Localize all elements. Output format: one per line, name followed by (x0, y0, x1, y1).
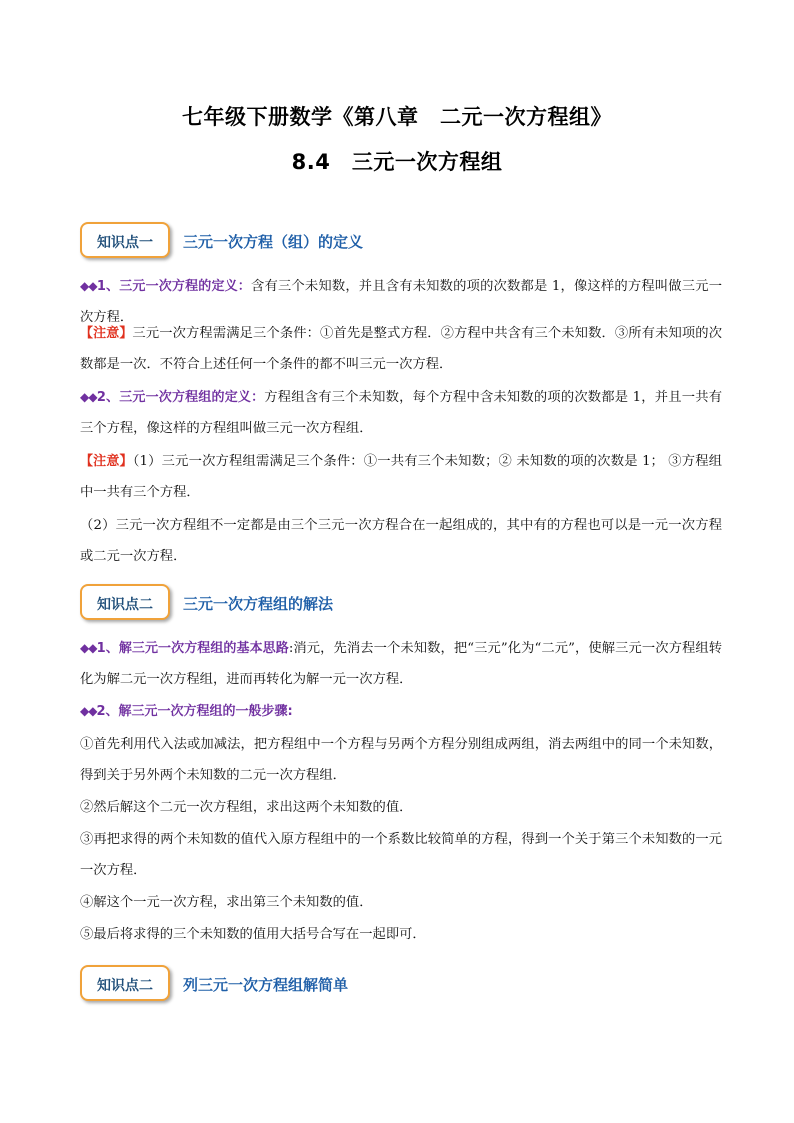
method-paragraph-1 (80, 633, 722, 695)
note-paragraph-3 (80, 510, 722, 572)
page-subtitle: 8.4 三元一次方程组 (291, 150, 503, 174)
term-label: 2、三元一次方程组的定义： (96, 390, 265, 405)
section-title: 列三元一次方程组解简单 (183, 976, 349, 994)
note-text: （2）三元一次方程组不一定都是由三个三元一次方程合在一起组成的，其中有的方程也可以是一元一次方程或二元一次方程． (80, 518, 722, 564)
section-header-3 (80, 965, 720, 1005)
note-tag: 【注意】 (80, 454, 133, 469)
diamond-bullet-icon: ◆◆ (80, 390, 97, 404)
note-tag: 【注意】 (80, 326, 133, 341)
term-label: 2、解三元一次方程组的一般步骤: (96, 704, 293, 719)
page-title: 七年级下册数学《第八章 二元一次方程组》 (182, 105, 612, 129)
knowledge-point-box (80, 584, 170, 620)
term-label: 1、解三元一次方程组的基本思路 (96, 641, 289, 656)
definition-text: 方程组含有三个未知数，每个方程中含未知数的项的次数都是 1，并且一共有三个方程，像这样的方程组叫做三元一次方程组． (80, 390, 722, 436)
note-text: （1）三元一次方程组需满足三个条件：①一共有三个未知数；② 未知数的项的次数是 1； ③方程组中一共有三个方程． (80, 454, 722, 500)
definition-paragraph-2 (80, 382, 722, 444)
section-header-2 (80, 584, 720, 624)
step-5: ⑤最后将求得的三个未知数的值用大括号合写在一起即可． (80, 927, 426, 942)
diamond-bullet-icon: ◆◆ (80, 641, 97, 655)
step-1: ①首先利用代入法或加减法，把方程组中一个方程与另两个方程分别组成两组，消去两组中的同一个未知数，得到关于另外两个未知数的二元一次方程组． (80, 737, 722, 783)
knowledge-point-box (80, 222, 170, 258)
diamond-bullet-icon: ◆◆ (80, 279, 97, 293)
knowledge-point-label: 知识点一 (97, 235, 153, 251)
definition-text: 含有三个未知数，并且含有未知数的项的次数都是 1，像这样的方程叫做三元一次方程． (80, 279, 722, 325)
step-4: ④解这个一元一次方程，求出第三个未知数的值． (80, 895, 373, 910)
step-3: ③再把求得的两个未知数的值代入原方程组中的一个系数比较简单的方程，得到一个关于第三个未知数的一元一次方程． (80, 832, 722, 878)
method-text: :消元，先消去一个未知数，把“三元”化为“二元”，使解三元一次方程组转化为解二元一次方程组，进而再转化为解一元一次方程． (80, 641, 723, 687)
diamond-bullet-icon: ◆◆ (80, 704, 97, 718)
knowledge-point-label: 知识点二 (97, 978, 153, 994)
section-title: 三元一次方程组的解法 (183, 595, 334, 613)
step-2: ②然后解这个二元一次方程组，求出这两个未知数的值． (80, 800, 413, 815)
knowledge-point-box (80, 965, 170, 1001)
term-label: 1、三元一次方程的定义： (96, 279, 251, 294)
knowledge-point-label: 知识点二 (97, 597, 153, 613)
section-header-1 (80, 222, 720, 262)
method-paragraph-2 (80, 696, 722, 727)
note-paragraph-1 (80, 318, 722, 380)
note-paragraph-2 (80, 446, 722, 508)
section-title: 三元一次方程（组）的定义 (183, 233, 364, 251)
note-text: 三元一次方程需满足三个条件：①首先是整式方程．②方程中共含有三个未知数．③所有未知项的次数都是一次．不符合上述任何一个条件的都不叫三元一次方程． (80, 326, 722, 372)
